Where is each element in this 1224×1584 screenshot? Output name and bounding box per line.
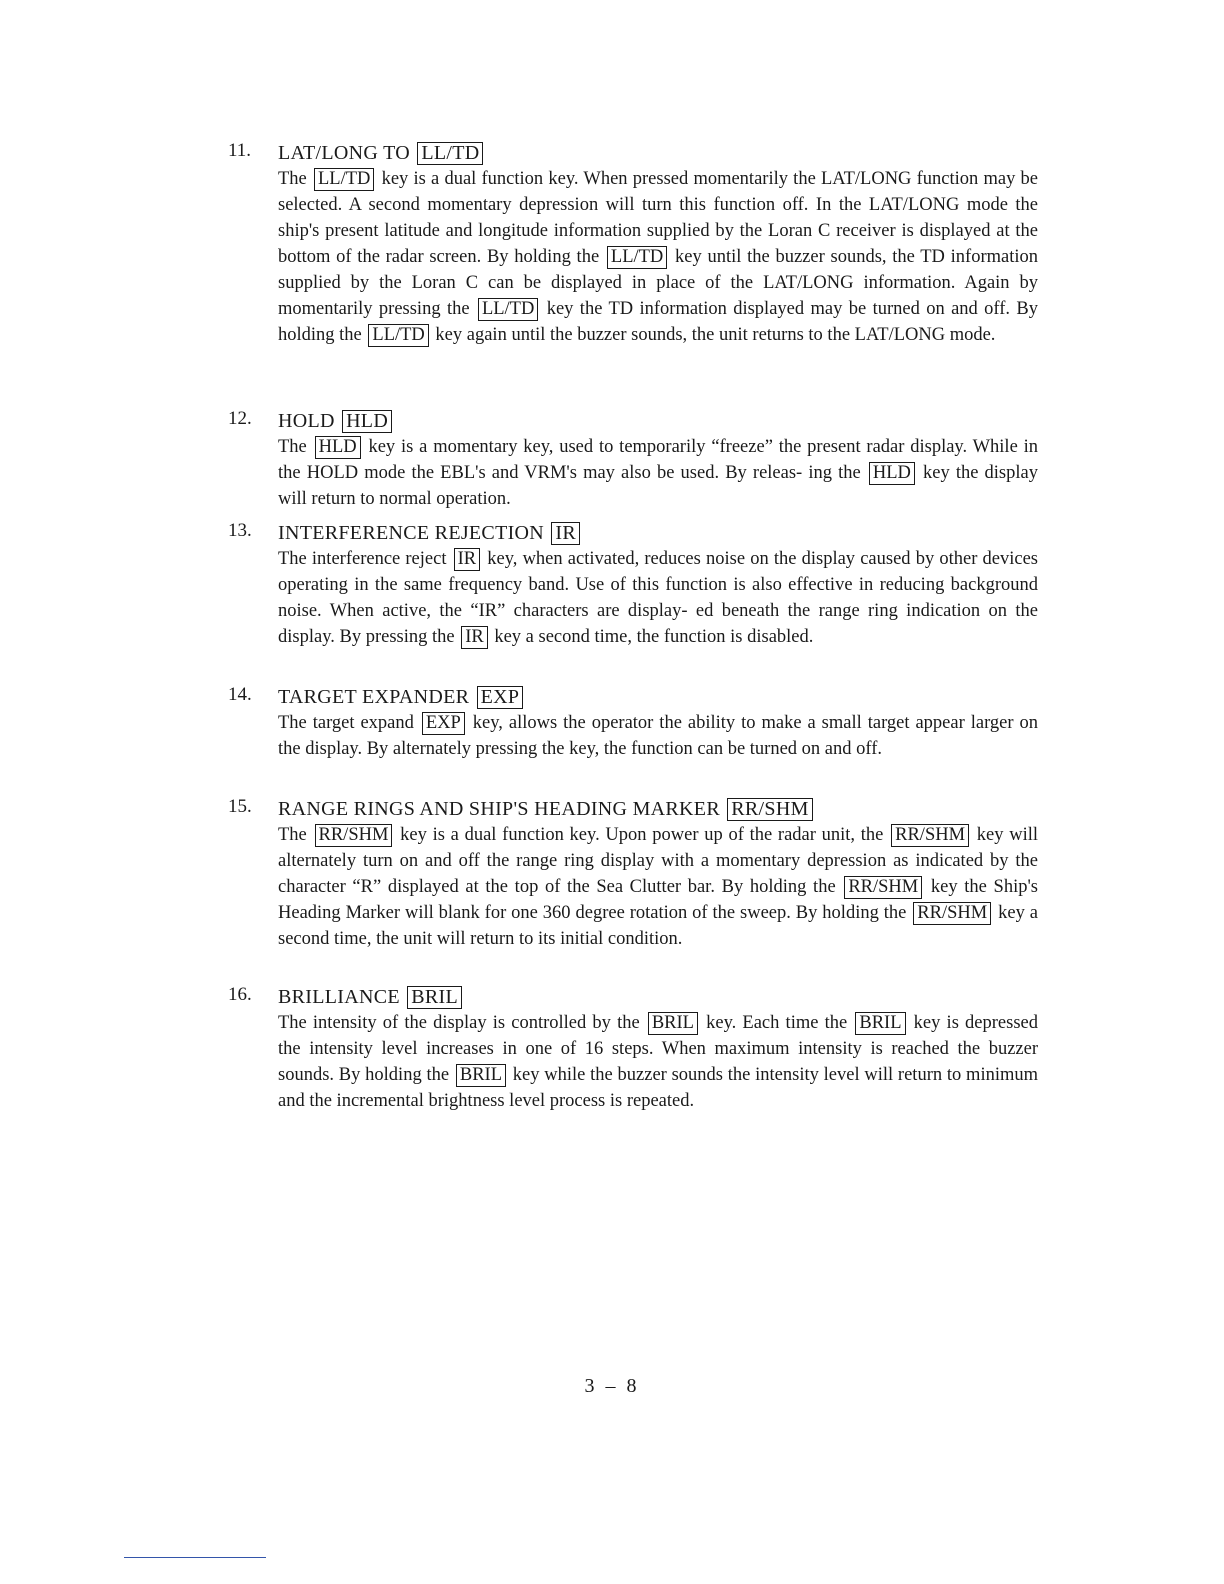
section-number: 12. xyxy=(228,408,252,429)
key-label: BRIL xyxy=(407,986,462,1009)
body-text-run: The target expand xyxy=(278,713,420,733)
body-text-run: key, when activated, reduces noise on the display caused by other devices operating in the same frequency band. Use of this function is also effective in reducing background noise. When active, the “IR” characters are display- ed beneath the range ring indication on the display. By pressing the xyxy=(278,549,1038,647)
inline-key-label: RR/SHM xyxy=(844,876,922,899)
key-label: RR/SHM xyxy=(727,798,812,821)
inline-key-label: IR xyxy=(461,626,488,649)
inline-key-label: BRIL xyxy=(855,1012,905,1035)
body-text-run: key again until the buzzer sounds, the unit returns to the LAT/LONG mode. xyxy=(430,325,996,345)
section-body xyxy=(278,710,1038,762)
section-title: HOLD xyxy=(278,410,335,432)
section-body xyxy=(278,1010,1038,1114)
body-text-run: key. Each time the xyxy=(699,1013,854,1033)
inline-key-label: RR/SHM xyxy=(891,824,969,847)
inline-key-label: HLD xyxy=(869,462,915,485)
body-text-run: key the Ship's Heading Marker will blank for one 360 degree rotation of the sweep. By holding the xyxy=(278,877,1038,923)
page-number: 3 – 8 xyxy=(584,1375,640,1397)
section-title: BRILLIANCE xyxy=(278,986,400,1008)
body-text-run: key is a momentary key, used to temporarily “freeze” the present radar display. While in the HOLD mode the EBL's and VRM's may also be used. By releas- ing the xyxy=(278,437,1038,483)
section-title: RANGE RINGS AND SHIP'S HEADING MARKER xyxy=(278,798,720,820)
body-text-run: The interference reject xyxy=(278,549,452,569)
inline-key-label: IR xyxy=(454,548,481,571)
section-lat-long xyxy=(228,140,1038,348)
key-label: HLD xyxy=(342,410,392,433)
body-text-run: key is a dual function key. When pressed momentarily the LAT/LONG function may be selected. A second momentary depression will turn this function off. In the LAT/LONG mode the ship's present latitude and longitude information supplied by the Loran C receiver is displayed at the bottom of the radar screen. By holding the xyxy=(278,169,1038,267)
section-title: TARGET EXPANDER xyxy=(278,686,470,708)
section-heading xyxy=(278,684,1038,710)
inline-key-label: LL/TD xyxy=(478,298,538,321)
section-interference-rejection xyxy=(228,520,1038,650)
body-text-run: key is depressed the intensity level increases in one of 16 steps. When maximum intensity is reached the buzzer sounds. By holding the xyxy=(278,1013,1038,1085)
body-text-run: The xyxy=(278,825,313,845)
inline-key-label: RR/SHM xyxy=(913,902,991,925)
section-number: 14. xyxy=(228,684,252,705)
body-text-run: key the TD information displayed may be turned on and off. By holding the xyxy=(278,299,1039,345)
body-text-run: key a second time, the function is disabled. xyxy=(489,627,814,647)
section-number: 11. xyxy=(228,140,252,161)
key-label: EXP xyxy=(477,686,524,709)
body-text-run: The xyxy=(278,169,312,189)
section-heading xyxy=(278,796,1038,822)
section-heading xyxy=(278,520,1038,546)
section-heading xyxy=(278,140,1038,166)
inline-key-label: HLD xyxy=(315,436,361,459)
section-number: 13. xyxy=(228,520,252,541)
section-brilliance xyxy=(228,984,1038,1114)
key-label: LL/TD xyxy=(417,142,483,165)
section-heading xyxy=(278,984,1038,1010)
body-text-run: The xyxy=(278,437,313,457)
section-number: 15. xyxy=(228,796,252,817)
section-number: 16. xyxy=(228,984,252,1005)
section-body xyxy=(278,166,1038,348)
section-heading xyxy=(278,408,1038,434)
body-text-run: key will alternately turn on and off the range ring display with a momentary depression as indicated by the character “R” displayed at the top of the Sea Clutter bar. By holding the xyxy=(278,825,1038,897)
body-text-run: key, allows the operator the ability to make a small target appear larger on the display. By alternately pressing the key, the function can be turned on and off. xyxy=(278,713,1038,759)
section-body xyxy=(278,822,1038,952)
inline-key-label: EXP xyxy=(422,712,465,735)
section-title: INTERFERENCE REJECTION xyxy=(278,522,545,544)
body-text-run: key the display will return to normal operation. xyxy=(278,463,1038,509)
section-target-expander xyxy=(228,684,1038,762)
body-text-run: key while the buzzer sounds the intensity level will return to minimum and the incremental brightness level process is repeated. xyxy=(278,1065,1038,1111)
inline-key-label: LL/TD xyxy=(607,246,667,269)
inline-key-label: BRIL xyxy=(648,1012,698,1035)
section-body xyxy=(278,546,1038,650)
section-title: LAT/LONG TO xyxy=(278,142,411,164)
section-body xyxy=(278,434,1038,512)
inline-key-label: BRIL xyxy=(456,1064,506,1087)
footer-rule xyxy=(124,1557,266,1558)
inline-key-label: RR/SHM xyxy=(315,824,393,847)
key-label: IR xyxy=(551,522,580,545)
inline-key-label: LL/TD xyxy=(314,168,374,191)
body-text-run: The intensity of the display is controlled by the xyxy=(278,1013,646,1033)
inline-key-label: LL/TD xyxy=(368,324,428,347)
section-range-rings xyxy=(228,796,1038,952)
body-text-run: key a second time, the unit will return to its initial condition. xyxy=(278,903,1038,949)
body-text-run: key is a dual function key. Upon power up of the radar unit, the xyxy=(394,825,890,845)
section-hold xyxy=(228,408,1038,512)
body-text-run: key until the buzzer sounds, the TD information supplied by the Loran C can be displayed in place of the LAT/LONG information. Again by momentarily pressing the xyxy=(278,247,1038,319)
